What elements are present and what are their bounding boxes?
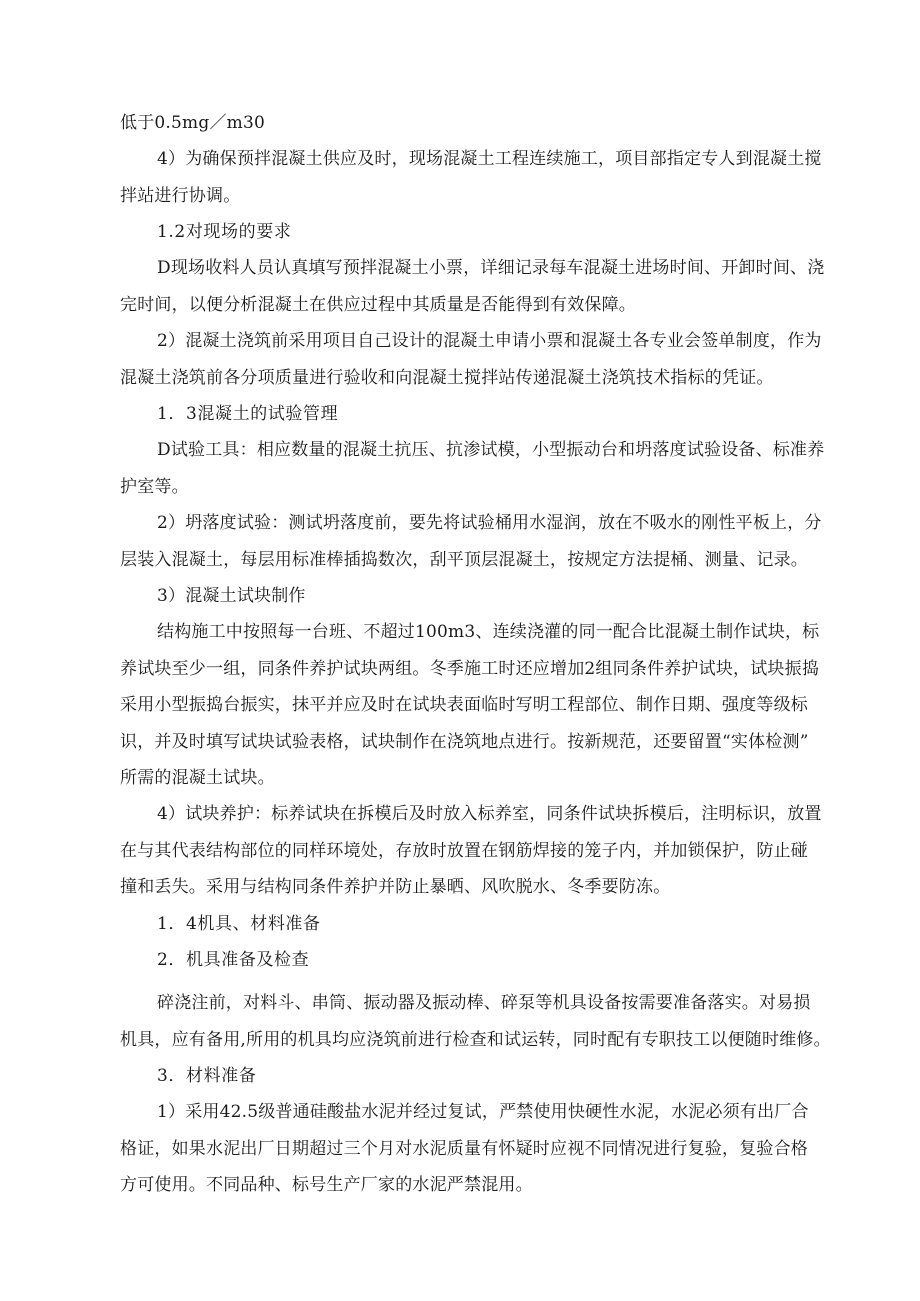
paragraph-item-4-curing xyxy=(120,796,822,906)
paragraph-item-1-receiving xyxy=(120,250,825,323)
paragraph-item-4-supply xyxy=(120,141,822,214)
paragraph-item-1-cement xyxy=(120,1094,810,1204)
paragraph-item-2-slump-test xyxy=(120,505,822,578)
heading-text: 1．3混凝土的试验管理 xyxy=(157,404,339,424)
section-heading-1-3 xyxy=(120,396,810,433)
heading-text: 1.2对现场的要求 xyxy=(157,222,292,242)
text-line: 1）采用42.5级普通硅酸盐水泥并经过复试，严禁使用快硬性水泥，水泥必须有出厂合 xyxy=(157,1102,809,1122)
section-heading-2-equipment xyxy=(120,942,810,979)
section-heading-3-materials xyxy=(120,1058,810,1095)
text-line: 撞和丢失。采用与结构同条件养护并防止暴晒、风吹脱水、冬季要防冻。 xyxy=(120,877,671,897)
paragraph-item-1-test-tools xyxy=(120,432,825,505)
text-line: 4）为确保预拌混凝土供应及时，现场混凝土工程连续施工，项目部指定专人到混凝土搅 xyxy=(157,149,822,169)
text-line: 格证，如果水泥出厂日期超过三个月对水泥质量有怀疑时应视不同情况进行复验，复验合格 xyxy=(120,1138,808,1159)
text-line: 结构施工中按照每一台班、不超过100m3、连续浇灌的同一配合比混凝土制作试块，标 xyxy=(157,622,820,642)
paragraph-item-2-pouring xyxy=(120,323,822,396)
text-line: 混凝土浇筑前各分项质量进行验收和向混凝土搅拌站传递混凝土浇筑技术指标的凭证。 xyxy=(120,367,774,388)
paragraph-equipment-check xyxy=(120,985,831,1058)
heading-text: 3．材料准备 xyxy=(157,1066,257,1086)
subheading-item-3-specimen xyxy=(120,578,810,615)
text-line: 碎浇注前，对料斗、串筒、振动器及振动棒、碎泵等机具设备按需要准备落实。对易损 xyxy=(157,993,811,1013)
text-line: 方可使用。不同品种、标号生产厂家的水泥严禁混用。 xyxy=(120,1175,533,1195)
text-line: 低于0.5mg／m30 xyxy=(120,113,265,133)
text-line: 2）混凝土浇筑前采用项目自己设计的混凝土申请小票和混凝土各专业会签单制度，作为 xyxy=(157,331,822,351)
text-line: 采用小型振捣台振实，抹平并应及时在试块表面临时写明工程部位、制作日期、强度等级标 xyxy=(120,695,808,715)
text-line: 识，并及时填写试块试验表格，试块制作在浇筑地点进行。按新规范，还要留置“实体检测” xyxy=(120,731,809,752)
text-line: 机具，应有备用,所用的机具均应浇筑前进行检查和试运转，同时配有专职技工以便随时维修。 xyxy=(120,1029,831,1050)
text-line: 完时间，以便分析混凝土在供应过程中其质量是否能得到有效保障。 xyxy=(120,294,636,315)
text-line: 层装入混凝土，每层用标准棒插捣数次，刮平顶层混凝土，按规定方法提桶、测量、记录。 xyxy=(120,549,808,570)
text-line: 4）试块养护：标养试块在拆模后及时放入标养室，同条件试块拆模后，注明标识，放置 xyxy=(157,804,822,824)
heading-text: 1．4机具、材料准备 xyxy=(157,914,321,934)
text-line: D试验工具：相应数量的混凝土抗压、抗渗试模，小型振动台和坍落度试验设备、标准养 xyxy=(157,440,825,460)
text-line: D现场收料人员认真填写预拌混凝土小票，详细记录每车混凝土进场时间、开卸时间、浇 xyxy=(157,258,825,278)
paragraph-specimen-making xyxy=(120,614,820,797)
section-heading-1-2 xyxy=(120,214,810,251)
heading-text: 2．机具准备及检查 xyxy=(157,950,310,970)
text-line: 所需的混凝土试块。 xyxy=(120,768,275,788)
heading-text: 3）混凝土试块制作 xyxy=(157,586,306,606)
text-line: 护室等。 xyxy=(120,476,189,497)
text-line: 拌站进行协调。 xyxy=(120,185,241,206)
section-heading-1-4 xyxy=(120,906,810,943)
text-line: 养试块至少一组，同条件养护试块两组。冬季施工时还应增加2组同条件养护试块，试块振捣 xyxy=(120,658,820,679)
text-line: 2）坍落度试验：测试坍落度前，要先将试验桶用水湿润，放在不吸水的刚性平板上，分 xyxy=(157,513,822,533)
paragraph-continuation xyxy=(120,105,810,142)
text-line: 在与其代表结构部位的同样环境处，存放时放置在钢筋焊接的笼子内，并加锁保护，防止碰 xyxy=(120,840,808,861)
